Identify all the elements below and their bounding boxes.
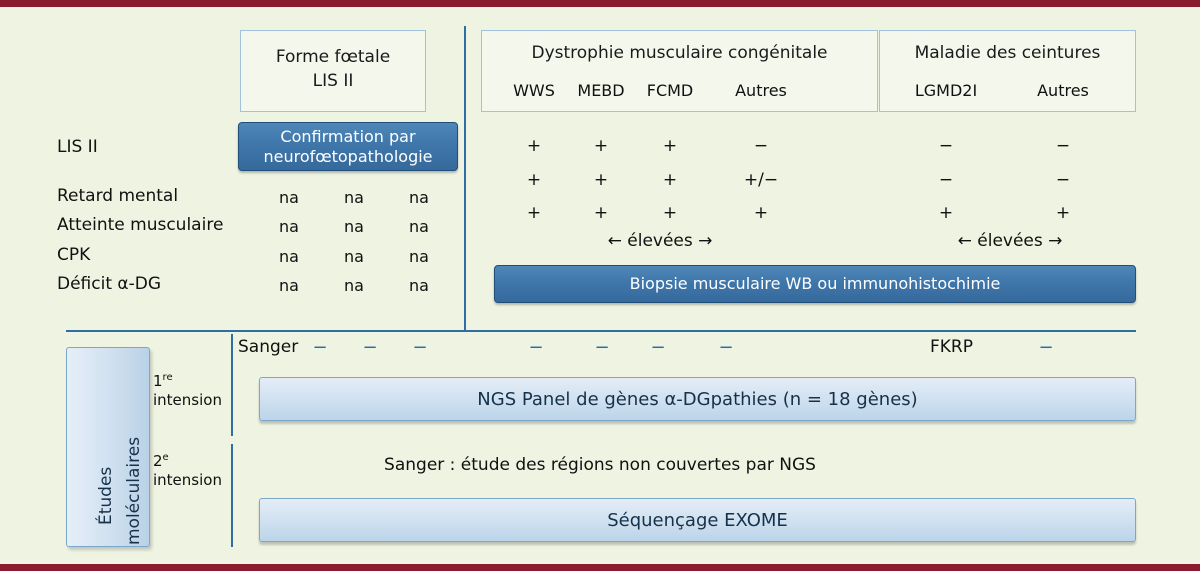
first-intention-word: intension — [153, 391, 222, 409]
second-intention-num: 2 — [153, 452, 163, 470]
vertical-separator — [464, 26, 466, 331]
sanger-label: Sanger — [238, 337, 299, 357]
cmd-retard-fcmd: + — [662, 170, 678, 190]
lgmd-atteinte-lgmd2i: + — [938, 203, 954, 223]
horizontal-separator — [66, 330, 1136, 332]
header-lgmd-sub-autres: Autres — [1037, 81, 1089, 100]
sanger-dash-1: − — [312, 337, 328, 358]
cmd-lis2-autres: − — [753, 136, 769, 156]
bottom-accent-bar — [0, 564, 1200, 571]
ngs-panel-box — [259, 377, 1136, 421]
fetal-atteinte-2: na — [344, 217, 364, 236]
sanger-dash-5: − — [594, 337, 610, 358]
cmd-atteinte-mebd: + — [593, 203, 609, 223]
cmd-atteinte-autres: + — [753, 203, 769, 223]
cpk-cmd-elevees: ← élevées → — [607, 231, 713, 251]
fetal-retard-1: na — [279, 188, 299, 207]
cmd-retard-wws: + — [526, 170, 542, 190]
row-label-atteinte-musculaire: Atteinte musculaire — [57, 215, 224, 235]
header-box-fetal — [240, 30, 426, 112]
sanger-dash-7: − — [718, 337, 734, 358]
fkrp-dash: − — [1038, 337, 1054, 358]
fetal-atteinte-1: na — [279, 217, 299, 236]
fetal-retard-3: na — [409, 188, 429, 207]
header-fetal-line2: LIS II — [312, 71, 354, 91]
sanger-dash-2: − — [362, 337, 378, 358]
confirmation-box — [238, 122, 458, 171]
fetal-deficit-2: na — [344, 276, 364, 295]
fetal-atteinte-3: na — [409, 217, 429, 236]
fetal-cpk-1: na — [279, 247, 299, 266]
second-intention-word: intension — [153, 471, 222, 489]
etudes-moleculaires-line1: Études — [96, 466, 116, 525]
biopsie-label: Biopsie musculaire WB ou immunohistochimie — [629, 274, 1001, 293]
lgmd-lis2-autres: − — [1055, 136, 1071, 156]
fetal-cpk-2: na — [344, 247, 364, 266]
sanger-dash-4: − — [528, 337, 544, 358]
fetal-cpk-3: na — [409, 247, 429, 266]
header-cmd-sub-wws: WWS — [513, 81, 555, 100]
first-intention-label — [153, 368, 222, 410]
fkrp-label: FKRP — [930, 337, 973, 357]
molecular-vertical-line-upper — [231, 334, 233, 436]
sanger-dash-3: − — [412, 337, 428, 358]
lgmd-lis2-lgmd2i: − — [938, 136, 954, 156]
sanger-regions-text: Sanger : étude des régions non couvertes par NGS — [384, 455, 816, 475]
lgmd-retard-lgmd2i: − — [938, 170, 954, 190]
confirmation-line2: neurofœtopathologie — [263, 146, 433, 166]
first-intention-sup: re — [162, 372, 173, 383]
second-intention-sup: e — [162, 452, 169, 463]
row-label-cpk: CPK — [57, 245, 91, 265]
cmd-atteinte-fcmd: + — [662, 203, 678, 223]
confirmation-line1: Confirmation par — [280, 126, 416, 146]
lgmd-retard-autres: − — [1055, 170, 1071, 190]
lgmd-atteinte-autres: + — [1055, 203, 1071, 223]
cmd-lis2-wws: + — [526, 136, 542, 156]
header-lgmd-sub-lgmd2i: LGMD2I — [914, 81, 978, 100]
header-cmd-title: Dystrophie musculaire congénitale — [531, 43, 828, 63]
ngs-panel-label: NGS Panel de gènes α-DGpathies (n = 18 gènes) — [477, 388, 918, 410]
header-lgmd-title: Maladie des ceintures — [914, 43, 1101, 63]
top-accent-bar — [0, 0, 1200, 7]
cpk-lgmd-elevees: ← élevées → — [957, 231, 1063, 251]
header-fetal-line1: Forme fœtale — [275, 47, 391, 67]
row-label-deficit-adg: Déficit α-DG — [57, 274, 162, 294]
biopsie-box — [494, 265, 1136, 303]
fetal-deficit-1: na — [279, 276, 299, 295]
exome-label: Séquençage EXOME — [607, 509, 788, 531]
cmd-lis2-mebd: + — [593, 136, 609, 156]
first-intention-num: 1 — [153, 372, 163, 390]
header-cmd-sub-autres: Autres — [735, 81, 787, 100]
sanger-dash-6: − — [650, 337, 666, 358]
etudes-moleculaires-line2: moléculaires — [124, 436, 144, 545]
row-label-lis2: LIS II — [57, 137, 98, 157]
cmd-retard-autres: +/− — [743, 170, 779, 190]
cmd-retard-mebd: + — [593, 170, 609, 190]
header-cmd-sub-mebd: MEBD — [577, 81, 625, 100]
cmd-atteinte-wws: + — [526, 203, 542, 223]
row-label-retard-mental: Retard mental — [57, 186, 179, 206]
cmd-lis2-fcmd: + — [662, 136, 678, 156]
header-cmd-sub-fcmd: FCMD — [646, 81, 694, 100]
fetal-retard-2: na — [344, 188, 364, 207]
exome-box — [259, 498, 1136, 542]
fetal-deficit-3: na — [409, 276, 429, 295]
